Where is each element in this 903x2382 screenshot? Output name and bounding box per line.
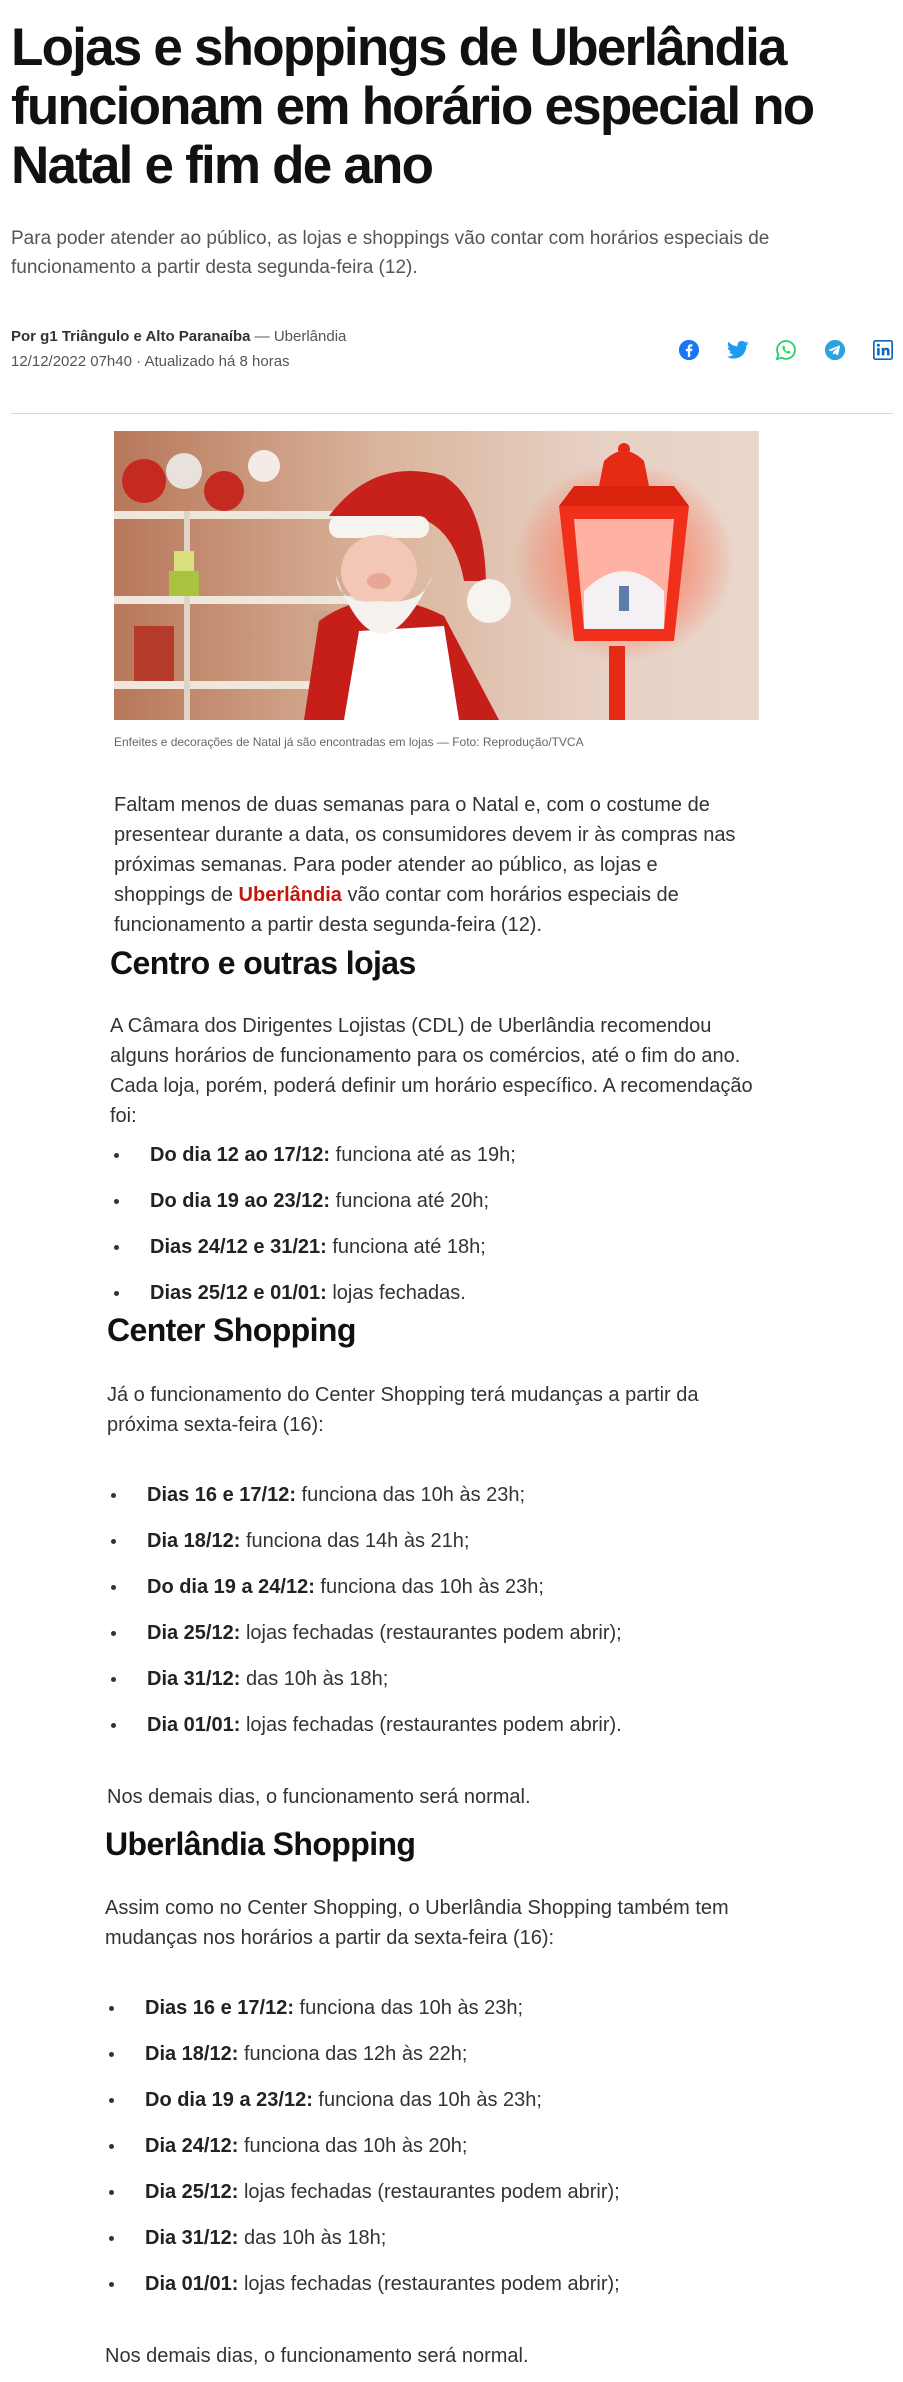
byline: [11, 324, 611, 374]
section-title-uberlandia-shopping: Uberlândia Shopping: [105, 1826, 416, 1862]
share-twitter-button[interactable]: [725, 337, 751, 363]
list-item: Dia 25/12: lojas fechadas (restaurantes podem abrir);: [107, 1618, 767, 1664]
list-item: Dia 31/12: das 10h às 18h;: [107, 1664, 767, 1710]
closing-note-uberlandia-shopping: Nos demais dias, o funcionamento será normal.: [105, 2345, 529, 2367]
article-photo[interactable]: [114, 431, 759, 720]
list-item: Do dia 19 ao 23/12: funciona até 20h;: [110, 1186, 770, 1232]
subtitle: Para poder atender ao público, as lojas e shoppings vão contar com horários especiais de funcionamento a partir desta segunda-feira (12).: [11, 228, 770, 278]
list-item: Do dia 12 ao 17/12: funciona até as 19h;: [110, 1140, 770, 1186]
timestamp: 12/12/2022 07h40 · Atualizado há 8 horas: [11, 353, 290, 370]
list-item: Do dia 19 a 23/12: funciona das 10h às 23h;: [105, 2085, 765, 2131]
share-linkedin-button[interactable]: [870, 337, 896, 363]
share-facebook-button[interactable]: [676, 337, 702, 363]
share-whatsapp-button[interactable]: [773, 337, 799, 363]
share-telegram-button[interactable]: [822, 337, 848, 363]
list-item: Dias 16 e 17/12: funciona das 10h às 23h;: [107, 1480, 767, 1526]
byline-author[interactable]: Por g1 Triângulo e Alto Paranaíba: [11, 328, 251, 345]
headline: Lojas e shoppings de Uberlândia funcionam em horário especial no Natal e fim de ano: [11, 18, 814, 195]
schedule-list-center-shopping: [107, 1480, 767, 1756]
list-item: Do dia 19 a 24/12: funciona das 10h às 23h;: [107, 1572, 767, 1618]
twitter-icon: [727, 340, 749, 360]
byline-location: — Uberlândia: [250, 328, 347, 345]
list-item: Dia 01/01: lojas fechadas (restaurantes podem abrir).: [107, 1710, 767, 1756]
uberlandia-link[interactable]: Uberlândia: [238, 884, 342, 906]
telegram-icon: [824, 339, 846, 361]
list-item: Dia 18/12: funciona das 12h às 22h;: [105, 2039, 765, 2085]
closing-note-center-shopping: Nos demais dias, o funcionamento será normal.: [107, 1786, 531, 1808]
schedule-list-centro: [110, 1140, 770, 1324]
list-item: Dias 24/12 e 31/21: funciona até 18h;: [110, 1232, 770, 1278]
christmas-photo-illustration: [114, 431, 759, 720]
share-bar: [676, 337, 896, 363]
list-item: Dia 25/12: lojas fechadas (restaurantes podem abrir);: [105, 2177, 765, 2223]
section-title-center-shopping: Center Shopping: [107, 1312, 356, 1348]
byline-author-line: [11, 324, 611, 349]
intro-text-part1: Faltam menos de duas semanas para o Natal e, com o costume de presentear durante a data, os consumidores devem ir às compras nas próximas semanas. Para poder atender ao público, as lojas e shoppings de: [114, 794, 736, 906]
list-item: Dia 31/12: das 10h às 18h;: [105, 2223, 765, 2269]
intro-text-part2: vão contar com horários especiais de funcionamento a partir desta segunda-feira (12).: [114, 884, 679, 936]
linkedin-icon: [873, 340, 893, 360]
section-paragraph-center-shopping: Já o funcionamento do Center Shopping terá mudanças a partir da próxima sexta-feira (16):: [107, 1384, 699, 1436]
list-item: Dia 24/12: funciona das 10h às 20h;: [105, 2131, 765, 2177]
whatsapp-icon: [775, 339, 797, 361]
section-paragraph-centro: A Câmara dos Dirigentes Lojistas (CDL) de Uberlândia recomendou alguns horários de funcionamento para os comércios, até o fim do ano. Cada loja, porém, poderá definir um horário específico. A recomendação foi:: [110, 1015, 753, 1127]
header-divider: [11, 413, 893, 414]
list-item: Dia 01/01: lojas fechadas (restaurantes podem abrir);: [105, 2269, 765, 2315]
facebook-icon: [678, 339, 700, 361]
section-paragraph-uberlandia-shopping: Assim como no Center Shopping, o Uberlândia Shopping também tem mudanças nos horários a partir da sexta-feira (16):: [105, 1897, 729, 1949]
section-title-centro: Centro e outras lojas: [110, 945, 416, 981]
list-item: Dias 25/12 e 01/01: lojas fechadas.: [110, 1278, 770, 1324]
list-item: Dia 18/12: funciona das 14h às 21h;: [107, 1526, 767, 1572]
photo-caption: Enfeites e decorações de Natal já são encontradas em lojas — Foto: Reprodução/TVCA: [114, 735, 584, 749]
intro-paragraph: [114, 790, 754, 940]
list-item: Dias 16 e 17/12: funciona das 10h às 23h;: [105, 1993, 765, 2039]
schedule-list-uberlandia-shopping: [105, 1993, 765, 2315]
